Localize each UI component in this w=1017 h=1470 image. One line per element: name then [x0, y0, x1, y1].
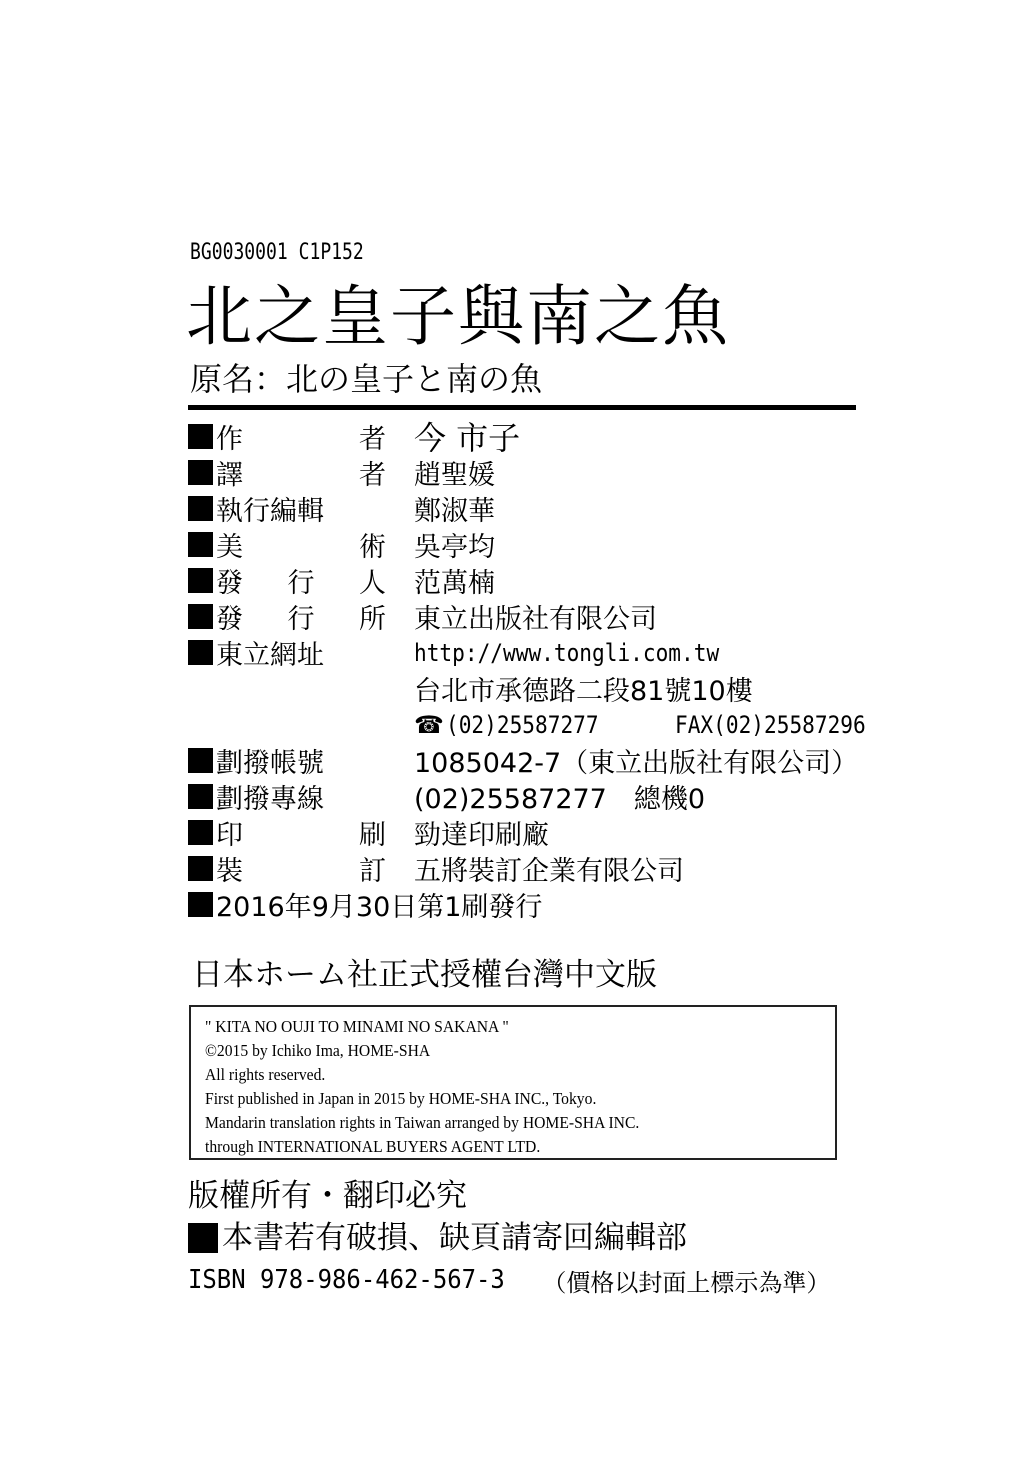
book-title: 北之皇子與南之魚 — [186, 278, 730, 355]
square-bullet-icon — [188, 1223, 218, 1253]
credit-label: 作 者 — [216, 423, 386, 455]
credit-row-publisher — [188, 562, 892, 598]
credit-value: 勁達印刷廠 — [414, 819, 549, 851]
square-bullet-icon — [188, 784, 213, 809]
credit-value: (02)25587277 總機0 — [414, 783, 706, 815]
square-bullet-icon — [188, 460, 213, 485]
credit-value: 鄭淑華 — [414, 495, 495, 527]
credit-value: 1085042-7（東立出版社有限公司） — [414, 747, 859, 779]
credit-row-binding — [188, 850, 892, 886]
credit-row-publishing-house — [188, 598, 892, 634]
fax-number: FAX(02)25587296 — [675, 710, 867, 739]
address-row — [188, 670, 892, 706]
copyright-line: ©2015 by Ichiko Ima, HOME-SHA — [205, 1041, 431, 1060]
square-bullet-icon — [188, 424, 213, 449]
square-bullet-icon — [188, 568, 213, 593]
rights-reserved: 版權所有・翻印必究 — [188, 1178, 467, 1214]
telephone-icon: ☎ — [414, 710, 444, 739]
copyright-line: Mandarin translation rights in Taiwan arranged by HOME-SHA INC. — [205, 1113, 640, 1132]
credit-value: 范萬楠 — [414, 567, 495, 599]
website-url: http://www.tongli.com.tw — [414, 638, 720, 667]
copyright-box — [189, 1005, 837, 1160]
square-bullet-icon — [188, 496, 213, 521]
credit-label: 印 刷 — [216, 819, 386, 851]
print-date-row — [188, 886, 892, 922]
phone-number: (02)25587277 — [445, 710, 599, 739]
credit-label: 劃撥帳號 — [216, 747, 324, 779]
credit-value: 趙聖媛 — [414, 459, 495, 491]
credit-label: 裝 訂 — [216, 855, 386, 887]
isbn-row — [188, 1259, 830, 1301]
address-street: 台北市承德路二段81號10樓 — [414, 675, 753, 707]
damage-notice: 本書若有破損、缺頁請寄回編輯部 — [188, 1217, 830, 1259]
original-title: 原名：北の皇子と南の魚 — [190, 360, 543, 398]
credit-row-translator — [188, 454, 892, 490]
price-note: （價格以封面上標示為準） — [542, 1268, 831, 1297]
credit-value: 五將裝訂企業有限公司 — [414, 855, 684, 887]
copyright-line: " KITA NO OUJI TO MINAMI NO SAKANA " — [205, 1017, 509, 1036]
credit-label: 譯 者 — [216, 459, 386, 491]
license-statement: 日本ホーム社正式授權台灣中文版 — [192, 957, 657, 993]
divider-rule — [188, 405, 856, 410]
credit-row-printing — [188, 814, 892, 850]
credit-label: 發 行 人 — [216, 567, 386, 599]
isbn: ISBN 978-986-462-567-3 — [188, 1265, 505, 1295]
credit-value: 東立出版社有限公司 — [414, 603, 657, 635]
square-bullet-icon — [188, 892, 213, 917]
credit-row-website — [188, 634, 892, 670]
credit-row-art — [188, 526, 892, 562]
print-date: 2016年9月30日第1刷發行 — [216, 891, 543, 923]
square-bullet-icon — [188, 604, 213, 629]
square-bullet-icon — [188, 820, 213, 845]
credit-label: 美 術 — [216, 531, 386, 563]
book-code: BG0030001 C1P152 — [190, 240, 364, 265]
copyright-line: All rights reserved. — [205, 1065, 326, 1084]
credit-label: 東立網址 — [216, 639, 324, 671]
credit-row-author — [188, 418, 892, 457]
square-bullet-icon — [188, 748, 213, 773]
copyright-line: First published in Japan in 2015 by HOME-SHA INC., Tokyo. — [205, 1089, 597, 1108]
credit-value: 今 市子 — [414, 419, 521, 457]
footer — [188, 1175, 830, 1301]
credit-row-account — [188, 742, 892, 778]
credits-list — [188, 418, 892, 922]
phone-fax-row — [188, 706, 892, 742]
square-bullet-icon — [188, 532, 213, 557]
copyright-line: through INTERNATIONAL BUYERS AGENT LTD. — [205, 1137, 541, 1156]
credit-label: 發 行 所 — [216, 603, 386, 635]
credit-row-editor — [188, 490, 892, 526]
square-bullet-icon — [188, 640, 213, 665]
credit-label: 執行編輯 — [216, 495, 324, 527]
square-bullet-icon — [188, 856, 213, 881]
credit-value: 吳亭均 — [414, 531, 495, 563]
credit-row-hotline — [188, 778, 892, 814]
credit-label: 劃撥專線 — [216, 783, 324, 815]
